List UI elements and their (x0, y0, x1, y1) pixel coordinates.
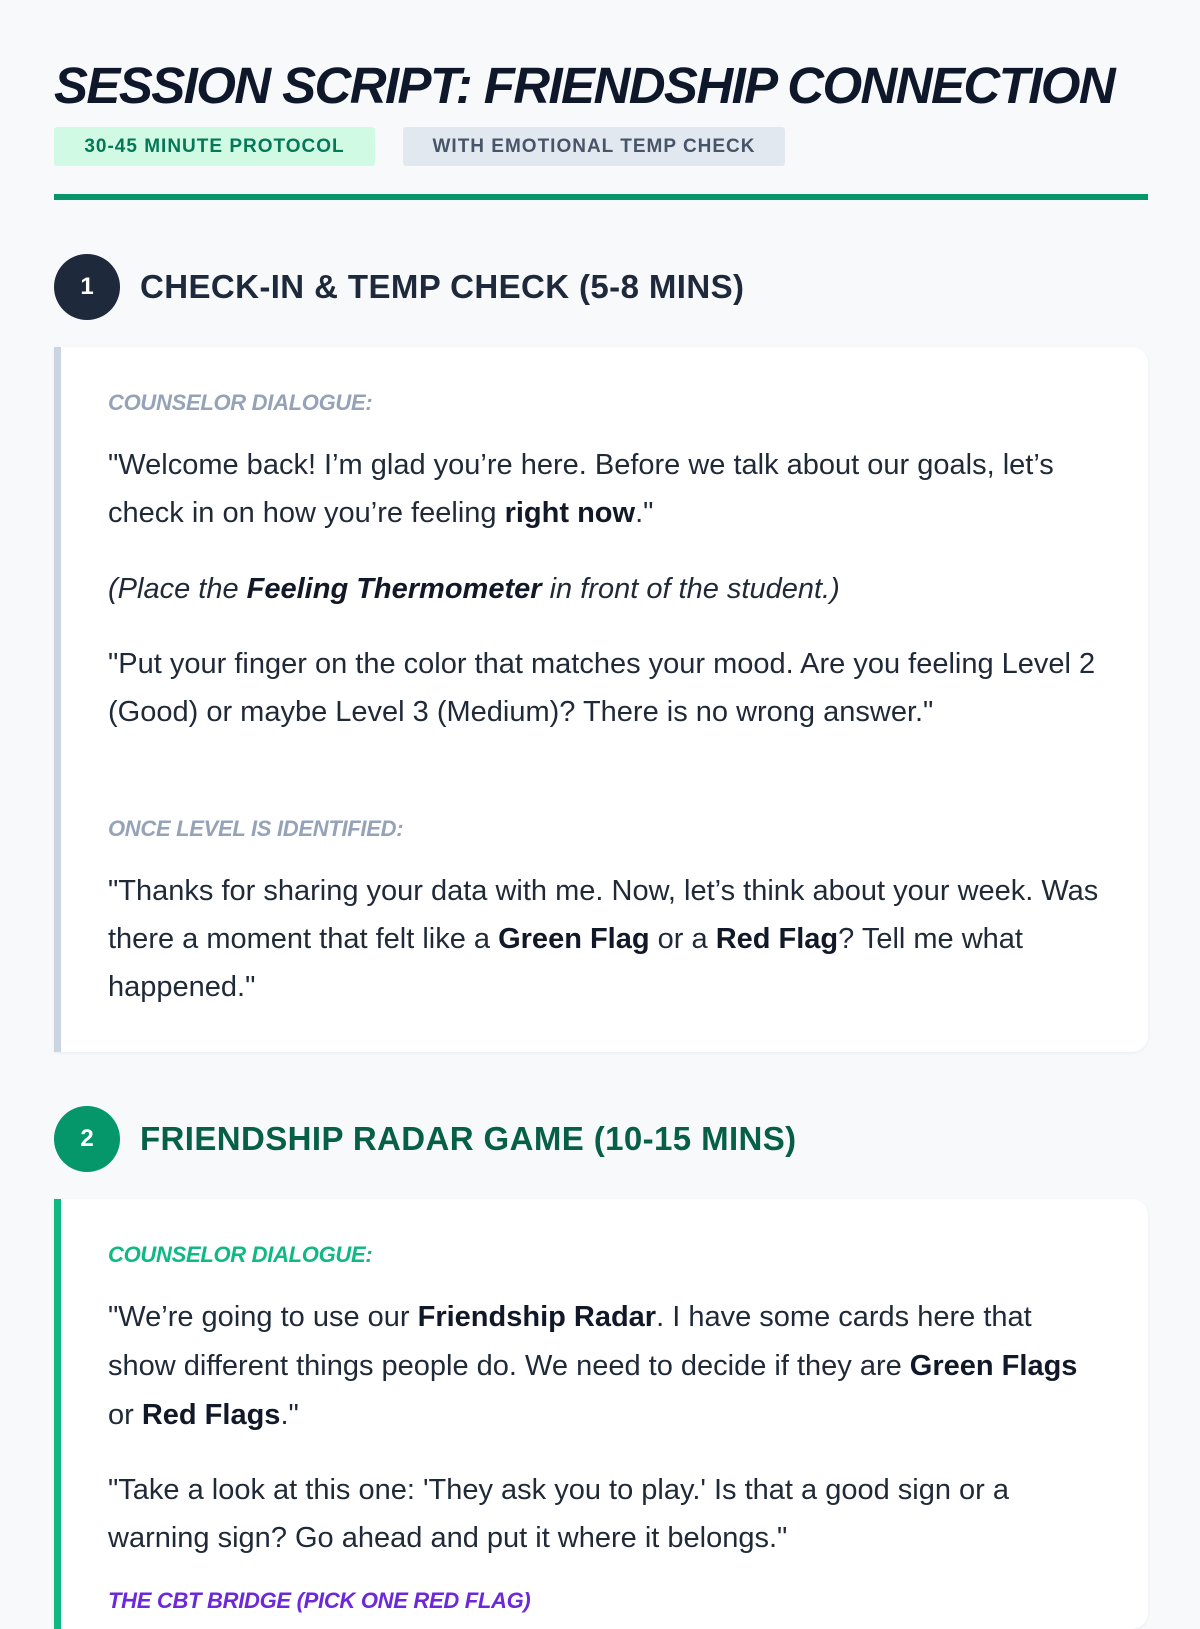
cbt-bridge-label: THE CBT BRIDGE (PICK ONE RED FLAG) (108, 1588, 531, 1613)
text-run: "We’re going to use our (108, 1301, 418, 1333)
emphasis-text: right now (504, 497, 636, 529)
header (54, 56, 1148, 157)
text-run: "Thanks for sharing your data with me. Now, let’s think about your week. Was there a moment that felt like a (108, 875, 1099, 955)
text-run: ." (280, 1399, 299, 1431)
text-run: (Place the (108, 573, 247, 605)
header-divider (54, 194, 1148, 200)
step-title: FRIENDSHIP RADAR GAME (10-15 MINS) (140, 1120, 797, 1157)
emphasis-text: Friendship Radar (417, 1301, 657, 1333)
counselor-dialogue-label: COUNSELOR DIALOGUE: (108, 390, 373, 415)
text-run: ." (635, 497, 654, 529)
stage-direction (108, 565, 1104, 613)
counselor-dialogue-label: COUNSELOR DIALOGUE: (108, 1242, 373, 1267)
text-run: ? Tell me what happened." (108, 923, 1023, 1003)
dialogue-paragraph (108, 1293, 1104, 1440)
page-title: SESSION SCRIPT: FRIENDSHIP CONNECTION (54, 57, 1115, 114)
temp-check-badge: WITH EMOTIONAL TEMP CHECK (403, 127, 785, 166)
dialogue-paragraph (108, 441, 1104, 537)
duration-badge: 30-45 MINUTE PROTOCOL (54, 127, 375, 166)
dialogue-paragraph: "Take a look at this one: 'They ask you to play.' Is that a good sign or a warning sign? Go ahead and put it where it belongs." (108, 1474, 1010, 1554)
step-title: CHECK-IN & TEMP CHECK (5-8 MINS) (140, 268, 745, 305)
step-number-badge: 2 (54, 1106, 120, 1172)
text-run: in front of the student.) (541, 573, 840, 605)
text-run: or a (649, 923, 716, 955)
green-flag-text: Green Flag (498, 923, 650, 955)
once-level-label: ONCE LEVEL IS IDENTIFIED: (108, 816, 404, 841)
step-2-card (54, 1199, 1148, 1629)
red-flag-text: Red Flags (141, 1399, 281, 1431)
green-flag-text: Green Flags (909, 1350, 1078, 1382)
text-run: . I have some cards here that show different things people do. We need to decide if they are (108, 1301, 1032, 1382)
text-run: "Welcome back! I’m glad you’re here. Before we talk about our goals, let’s check in on how you’re feeling (108, 449, 1054, 529)
text-run: or (108, 1399, 142, 1431)
step-1-card (54, 347, 1148, 1052)
step-number-badge: 1 (54, 254, 120, 320)
dialogue-paragraph: "Put your finger on the color that matches your mood. Are you feeling Level 2 (Good) or maybe Level 3 (Medium)? There is no wrong answer." (108, 648, 1096, 728)
red-flag-text: Red Flag (715, 923, 839, 955)
emphasis-text: Feeling Thermometer (246, 573, 542, 605)
dialogue-paragraph (108, 867, 1104, 1011)
